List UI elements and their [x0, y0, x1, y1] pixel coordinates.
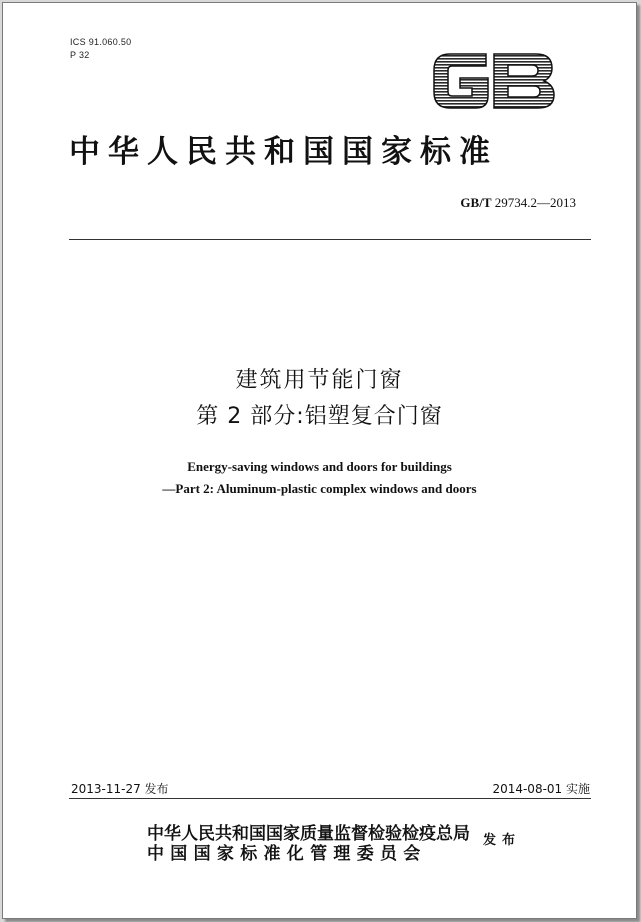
issuer-aqsiq: 中华人民共和国国家质量监督检验检疫总局: [147, 824, 470, 844]
implementation-date: 2014-08-01 实施: [492, 782, 590, 796]
bottom-divider: [69, 798, 591, 799]
issuer-sac: 中国国家标准化管理委员会: [147, 844, 427, 864]
standard-code: 29734.2—2013: [494, 195, 576, 210]
standard-number: [460, 195, 576, 211]
english-title-line-1: Energy-saving windows and doors for buildings: [187, 459, 452, 474]
english-title-line-2: —Part 2: Aluminum-plastic complex windows and doors: [162, 481, 477, 496]
classification-codes: [70, 36, 131, 62]
national-standard-title: 中华人民共和国国家标准: [69, 134, 498, 170]
publish-label: 发布: [483, 833, 522, 848]
ccs-code: P 32: [70, 50, 90, 60]
chinese-title-line-1: 建筑用节能门窗: [235, 368, 404, 393]
issue-date: 2013-11-27 发布: [71, 782, 169, 796]
gb-standard-logo: [428, 46, 558, 116]
ics-code: ICS 91.060.50: [70, 37, 132, 47]
chinese-title-line-2: 第 2 部分:铝塑复合门窗: [196, 404, 443, 429]
standard-prefix: GB/T: [460, 195, 492, 210]
document-page: [2, 2, 637, 919]
top-divider: [69, 239, 591, 240]
